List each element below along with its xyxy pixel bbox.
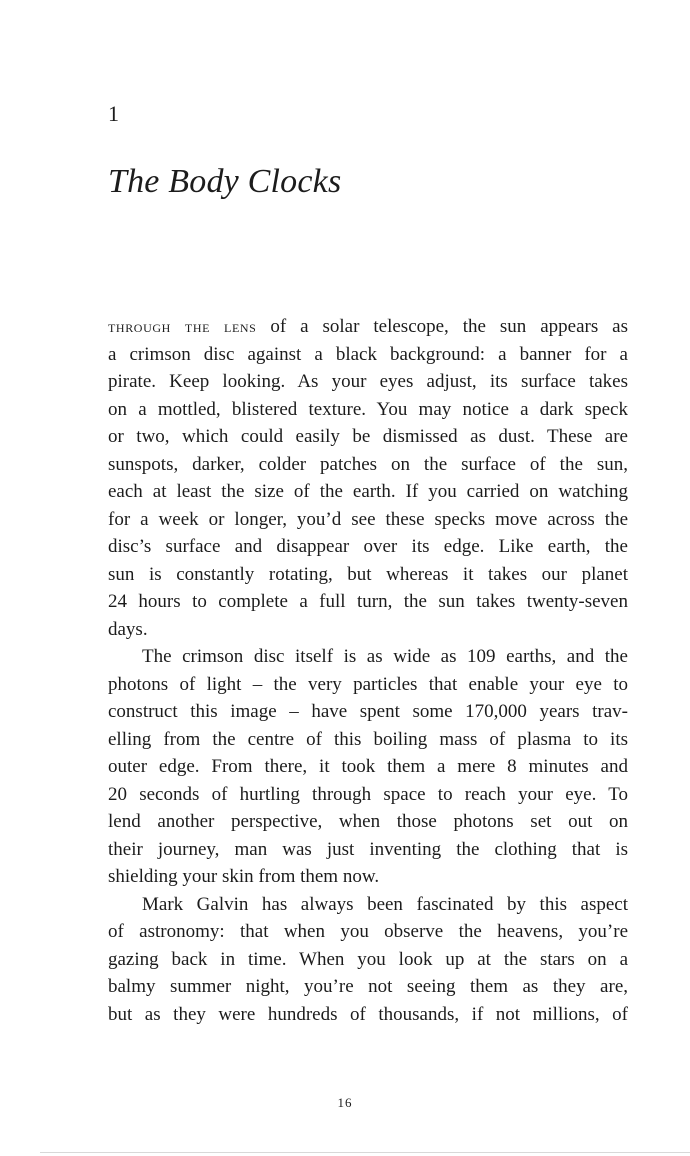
text-line: outer edge. From there, it took them a mere 8 minutes and: [108, 756, 628, 777]
text-line: construct this image – have spent some 170,000 years trav-: [108, 701, 628, 722]
text-line: shielding your skin from them now.: [108, 866, 380, 887]
text-line: or two, which could easily be dismissed as dust. These are: [108, 426, 628, 447]
paragraph-1: [108, 313, 628, 643]
text-line: for a week or longer, you’d see these specks move across the: [108, 508, 628, 530]
text-line: through the lens of a solar telescope, the sun appears as: [108, 316, 628, 337]
text-line: The crimson disc itself is as wide as 109 earths, and the: [142, 646, 628, 667]
text-line: Mark Galvin has always been fascinated by this aspect: [142, 893, 628, 915]
text-line: balmy summer night, you’re not seeing them as they are,: [108, 976, 628, 997]
text-line: 20 seconds of hurtling through space to reach your eye. To: [108, 783, 628, 805]
text-line: each at least the size of the earth. If you carried on watching: [108, 481, 628, 502]
text-line: disc’s surface and disappear over its edge. Like earth, the: [108, 536, 628, 557]
text-line: days.: [108, 618, 148, 640]
text-line: elling from the centre of this boiling mass of plasma to its: [108, 728, 628, 750]
page-number: 16: [337, 1095, 353, 1110]
paragraph-3: [108, 891, 628, 1029]
text-line: sunspots, darker, colder patches on the surface of the sun,: [108, 453, 628, 475]
text-line: pirate. Keep looking. As your eyes adjust, its surface takes: [108, 371, 628, 392]
text-line: but as they were hundreds of thousands, if not millions, of: [108, 1003, 628, 1025]
paragraph-2: [108, 643, 628, 891]
text-line: gazing back in time. When you look up at the stars on a: [108, 948, 628, 970]
text-line: a crimson disc against a black background: a banner for a: [108, 343, 628, 365]
text-line: lend another perspective, when those photons set out on: [108, 811, 628, 832]
lead-in: through the lens: [108, 317, 257, 336]
text-line: 24 hours to complete a full turn, the sun takes twenty-seven: [108, 591, 628, 612]
chapter-number: 1: [108, 101, 119, 126]
text-line: their journey, man was just inventing the clothing that is: [108, 838, 628, 860]
text-line: of astronomy: that when you observe the heavens, you’re: [108, 921, 628, 942]
text-line: sun is constantly rotating, but whereas it takes our planet: [108, 563, 628, 585]
bottom-edge-rule: [40, 1152, 690, 1153]
text-line: on a mottled, blistered texture. You may notice a dark speck: [108, 398, 628, 420]
text-line: photons of light – the very particles that enable your eye to: [108, 673, 628, 695]
chapter-title: The Body Clocks: [108, 163, 342, 200]
body-text: [108, 313, 628, 1028]
